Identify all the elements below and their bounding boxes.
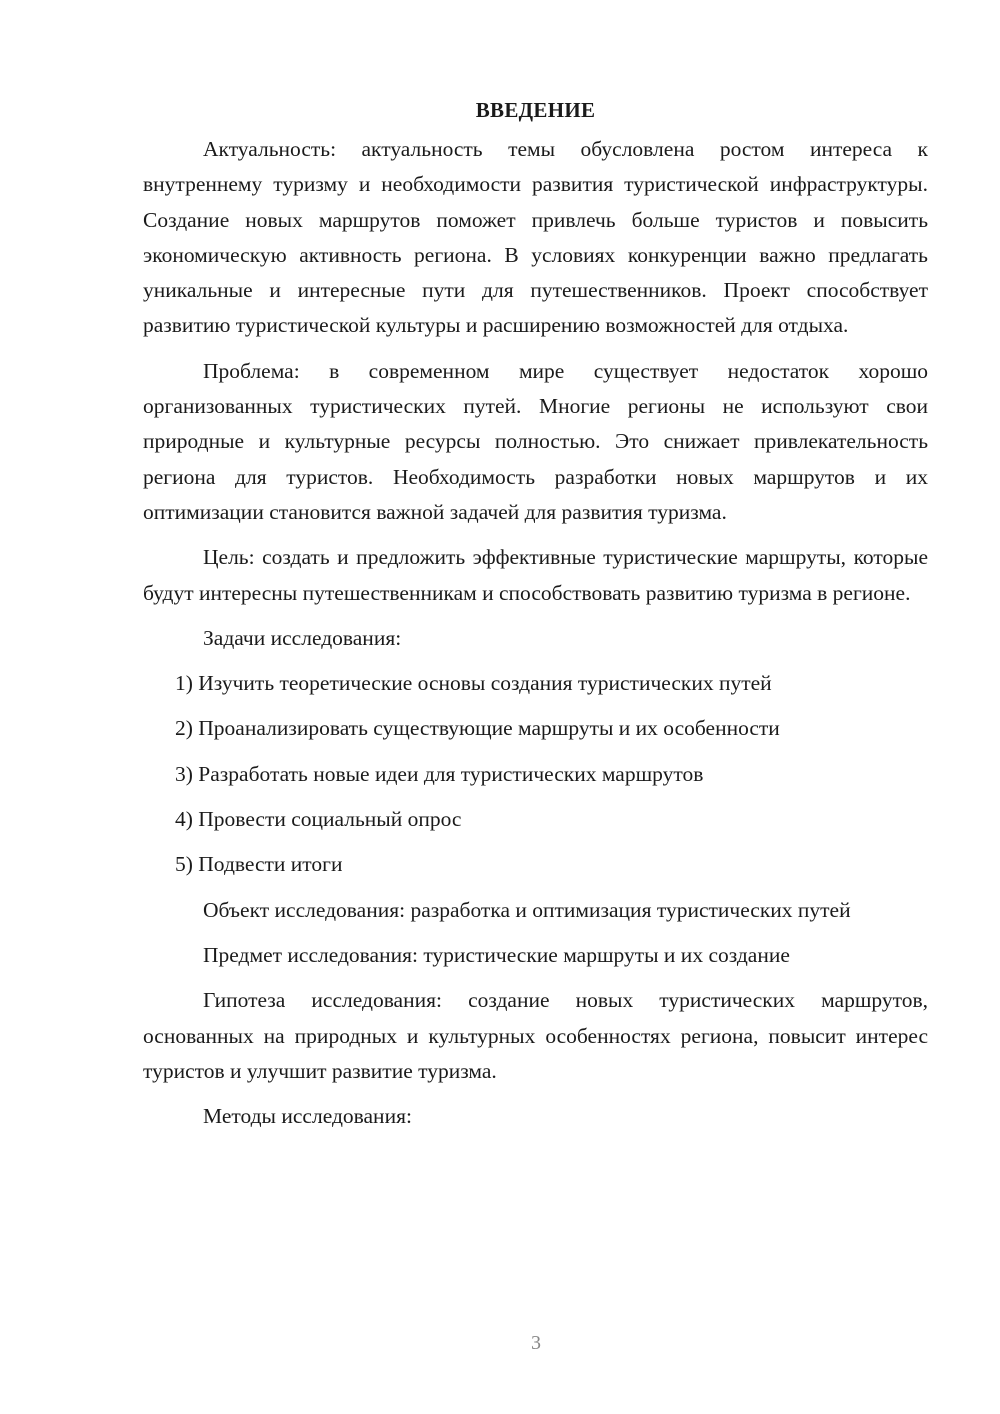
paragraph-subject: Предмет исследования: туристические маршруты и их создание <box>203 942 790 967</box>
paragraph-problem: Проблема: в современном мире существует недостаток хорошо организованных туристических путей. Многие регионы не используют свои природные и культурные ресурсы полностью. Это снижает привлекательность региона для туристов. Необходимость разработки новых маршрутов и их оптимизации становится важной задачей для развития туризма. <box>143 358 928 524</box>
paragraph-object: Объект исследования: разработка и оптимизация туристических путей <box>203 897 851 922</box>
list-item: 4) Провести социальный опрос <box>175 807 462 832</box>
paragraph-hypothesis: Гипотеза исследования: создание новых туристических маршрутов, основанных на природных и культурных особенностях региона, повысит интерес туристов и улучшит развитие туризма. <box>143 988 928 1083</box>
page-number: 3 <box>531 1332 541 1354</box>
document-page <box>143 88 928 1144</box>
list-item: 1) Изучить теоретические основы создания туристических путей <box>175 671 772 696</box>
list-item: 5) Подвести итоги <box>175 852 343 877</box>
methods-title: Методы исследования: <box>203 1104 412 1129</box>
list-item: 3) Разработать новые идеи для туристических маршрутов <box>175 761 704 786</box>
list-item: 2) Проанализировать существующие маршруты и их особенности <box>175 716 780 741</box>
tasks-title: Задачи исследования: <box>203 625 402 650</box>
tasks-list <box>143 666 928 882</box>
paragraph-relevance: Актуальность: актуальность темы обусловлена ростом интереса к внутреннему туризму и необходимости развития туристической инфраструктуры. Создание новых маршрутов поможет привлечь больше туристов и повысить экономическую активность региона. В условиях конкуренции важно предлагать уникальные и интересные пути для путешественников. Проект способствует развитию туристической культуры и расширению возможностей для отдыха. <box>143 137 928 338</box>
paragraph-goal: Цель: создать и предложить эффективные туристические маршруты, которые будут интересны путешественникам и способствовать развитию туризма в регионе. <box>143 545 928 605</box>
section-heading: ВВЕДЕНИЕ <box>475 98 596 122</box>
